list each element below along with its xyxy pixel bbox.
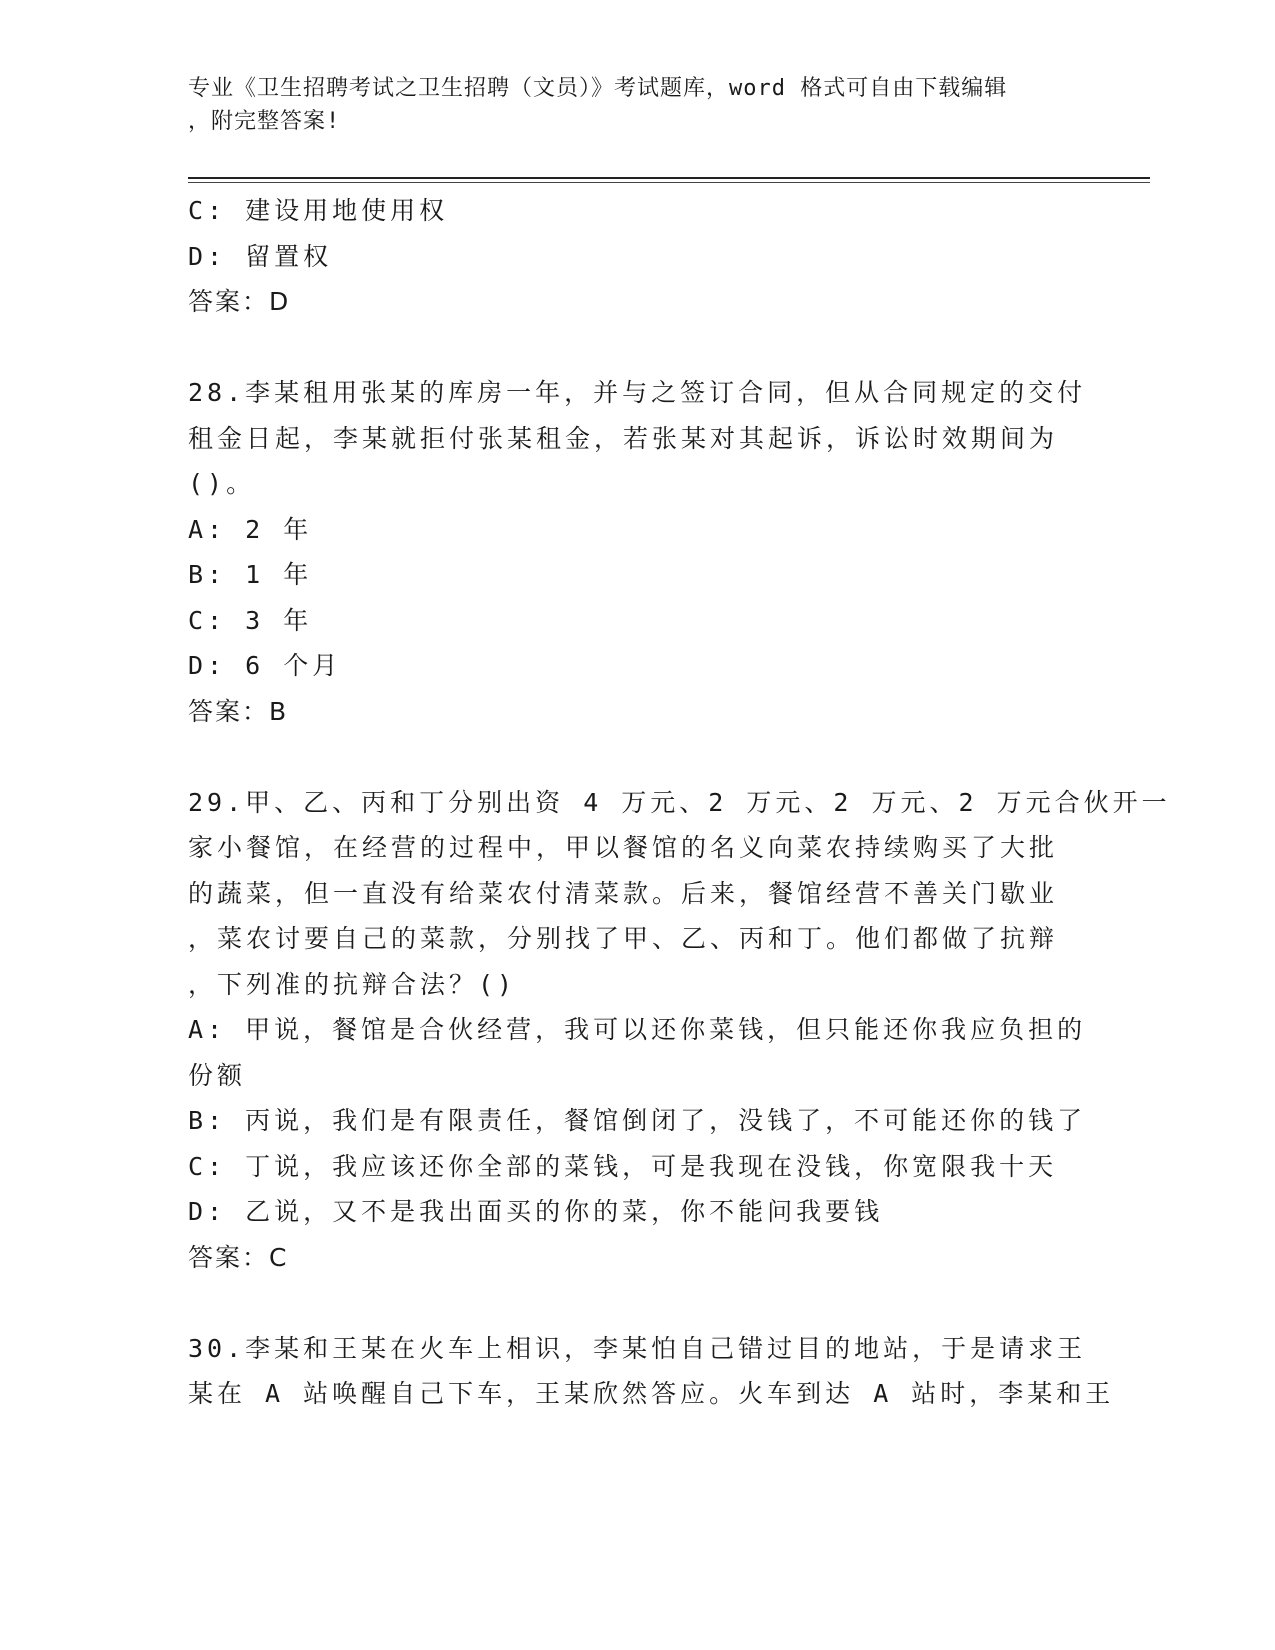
option-c: C: 丁说，我应该还你全部的菜钱，可是我现在没钱，你宽限我十天 (188, 1151, 1058, 1181)
question-stem-line: ，菜农讨要自己的菜款，分别找了甲、乙、丙和丁。他们都做了抗辩 (188, 924, 1059, 953)
option-a: A: 甲说，餐馆是合伙经营，我可以还你菜钱，但只能还你我应负担的 (188, 1015, 1087, 1044)
question-stem-line: 29.甲、乙、丙和丁分别出资 4 万元、2 万元、2 万元、2 万元合伙开一 (188, 787, 1171, 817)
header-line-1: 专业《卫生招聘考试之卫生招聘（文员）》考试题库，word 格式可自由下载编辑 (188, 76, 1008, 101)
header-divider-thin (188, 182, 1150, 183)
question-28 (188, 370, 1088, 734)
answer-line: 答案：C (188, 1242, 289, 1272)
option-b: B: 1 年 (188, 560, 313, 589)
header-divider-thick (188, 177, 1150, 179)
option-d: D: 6 个月 (188, 651, 342, 680)
document-body (188, 188, 1171, 1417)
option-c: C: 3 年 (188, 605, 313, 635)
question-stem-line: 某在 A 站唤醒自己下车，王某欣然答应。火车到达 A 站时，李某和王 (188, 1379, 1115, 1408)
page-header (188, 72, 1068, 138)
answer-line: 答案：B (188, 696, 289, 726)
question-stem-line: 租金日起，李某就拒付张某租金，若张某对其起诉，诉讼时效期间为 (188, 423, 1059, 453)
question-stem-line: 28.李某租用张某的库房一年，并与之签订合同，但从合同规定的交付 (188, 378, 1087, 407)
option-d: D: 乙说，又不是我出面买的你的菜，你不能问我要钱 (188, 1197, 884, 1226)
header-line-2: ，附完整答案! (188, 109, 341, 134)
option-c: C: 建设用地使用权 (188, 196, 449, 225)
question-stem-line: ()。 (188, 469, 256, 498)
option-a-continued: 份额 (188, 1060, 247, 1090)
question-stem-line: 家小餐馆，在经营的过程中，甲以餐馆的名义向菜农持续购买了大批 (188, 833, 1059, 862)
question-stem-line: 的蔬菜，但一直没有给菜农付清菜款。后来，餐馆经营不善关门歇业 (188, 878, 1059, 908)
question-stem-line: 30.李某和王某在火车上相识，李某怕自己错过目的地站，于是请求王 (188, 1333, 1087, 1363)
option-d: D: 留置权 (188, 241, 333, 271)
option-b: B: 丙说，我们是有限责任，餐馆倒闭了，没钱了，不可能还你的钱了 (188, 1106, 1087, 1135)
spacer (188, 325, 1088, 371)
option-a: A: 2 年 (188, 514, 313, 544)
spacer (188, 734, 1088, 780)
question-29 (188, 780, 1171, 1281)
previous-question-tail (188, 188, 1088, 325)
answer-line: 答案：D (188, 287, 291, 316)
question-30 (188, 1326, 1115, 1417)
question-stem-line: ，下列准的抗辩合法？() (188, 969, 517, 999)
spacer (188, 1280, 1088, 1326)
